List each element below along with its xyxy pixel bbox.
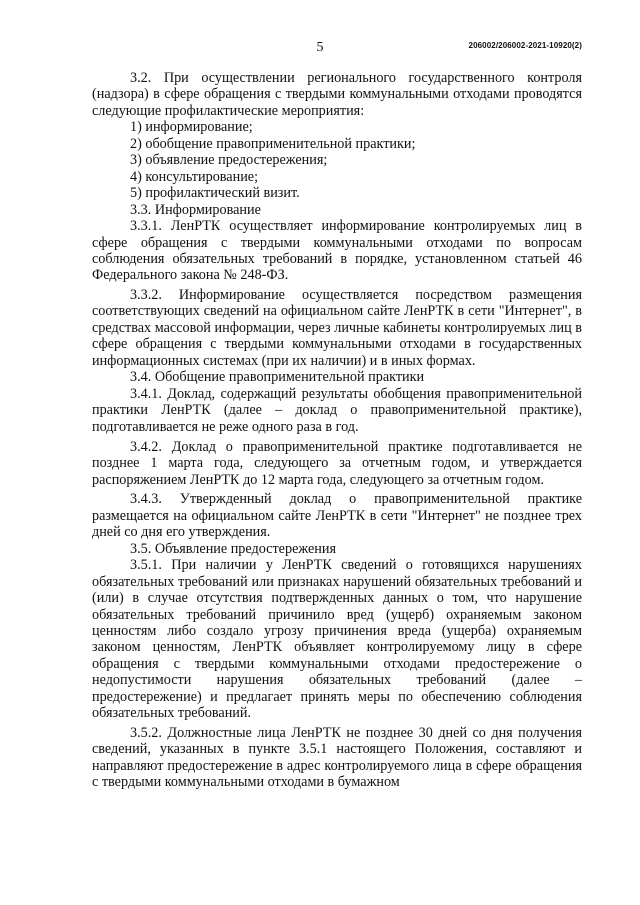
paragraph-3-4-1: 3.4.1. Доклад, содержащий результаты обобщения правоприменительной практики ЛенРТК (далее – доклад о правоприменительной практике), подготавливается не реже одного раза в год. xyxy=(92,385,582,435)
document-body xyxy=(92,70,582,790)
paragraph-3-5-1: 3.5.1. При наличии у ЛенРТК сведений о готовящихся нарушениях обязательных требований или признаках нарушений обязательных требований и (или) в случае отсутствия подтвержденных данных о том, что нарушение обязательных требований причинило вред (ущерб) охраняемым законом ценностям либо создало угрозу причинения вреда (ущерба) охраняемым законом ценностям, ЛенРТК объявляет контролируемому лицу в сфере обращения с твердыми коммунальными отходами предостережение о недопустимости нарушения обязательных требований (далее – предостережение) и предлагает принять меры по обеспечению соблюдения обязательных требований. xyxy=(92,557,582,722)
paragraph-3-4-3: 3.4.3. Утвержденный доклад о правоприменительной практике размещается на официальном сайте ЛенРТК в сети "Интернет" не позднее трех дней со дня его утверждения. xyxy=(92,491,582,541)
list-item: 4) консультирование; xyxy=(130,168,259,185)
list-item: 3) объявление предостережения; xyxy=(130,152,328,169)
document-id: 206002/206002-2021-10920(2) xyxy=(468,41,582,50)
paragraph-3-5-2: 3.5.2. Должностные лица ЛенРТК не позднее 30 дней со дня получения сведений, указанных в пункте 3.5.1 настоящего Положения, составляют и направляют предостережение в адрес контролируемого лица в сфере обращения с твердыми коммунальными отходами в бумажном xyxy=(92,724,582,791)
paragraph-3-4-2: 3.4.2. Доклад о правоприменительной практике подготавливается не позднее 1 марта года, следующего за отчетным годом, и утверждается распоряжением ЛенРТК до 12 марта года, следующего за отчетным годом. xyxy=(92,438,582,488)
section-heading-3-4: 3.4. Обобщение правоприменительной практики xyxy=(130,369,425,386)
paragraph-3-3-1: 3.3.1. ЛенРТК осуществляет информирование контролируемых лиц в сфере обращения с твердыми коммунальными отходами по вопросам соблюдения обязательных требований в порядке, установленном статьей 46 Федерального закона № 248-ФЗ. xyxy=(92,218,582,284)
page-number: 5 xyxy=(316,40,324,55)
paragraph-3-2: 3.2. При осуществлении регионального государственного контроля (надзора) в сфере обращения с твердыми коммунальными отходами проводятся следующие профилактические мероприятия: xyxy=(92,70,582,119)
list-item: 5) профилактический визит. xyxy=(130,185,300,202)
section-heading-3-3: 3.3. Информирование xyxy=(130,201,261,218)
list-item: 2) обобщение правоприменительной практики; xyxy=(130,135,416,152)
paragraph-3-3-2: 3.3.2. Информирование осуществляется посредством размещения соответствующих сведений на официальном сайте ЛенРТК в сети "Интернет", в средствах массовой информации, через личные кабинеты контролируемых лиц в сфере обращения с твердыми коммунальными отходами в государственных информационных системах (при их наличии) и в иных формах. xyxy=(92,286,582,369)
section-heading-3-5: 3.5. Объявление предостережения xyxy=(130,540,336,557)
list-item: 1) информирование; xyxy=(130,119,253,136)
